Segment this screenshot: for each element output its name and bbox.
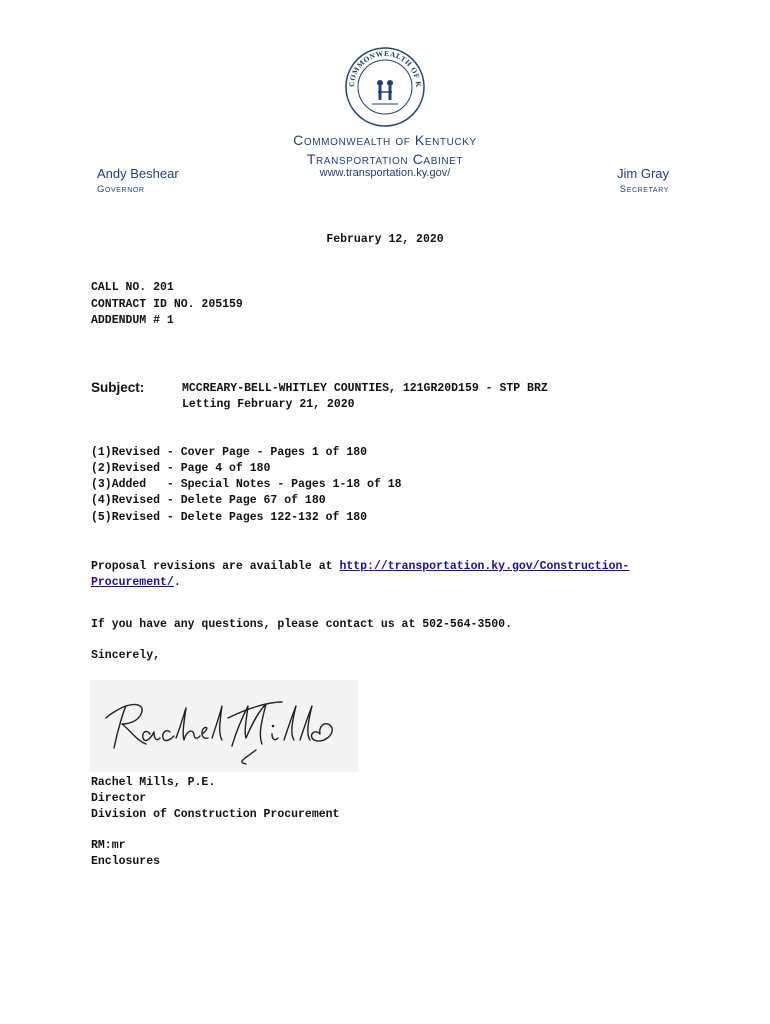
revision-item: (2)Revised - Page 4 of 180 — [91, 462, 271, 475]
addendum-number: ADDENDUM # 1 — [91, 314, 174, 327]
state-seal — [344, 46, 426, 128]
signatory-division: Division of Construction Procurement — [91, 808, 340, 821]
closing: Sincerely, — [91, 649, 161, 662]
subject-line-1: MCCREARY-BELL-WHITLEY COUNTIES, 121GR20D159 - STP BRZ — [182, 382, 548, 395]
seal-text: COMMONWEALTH OF K — [346, 48, 424, 89]
agency-url[interactable]: www.transportation.ky.gov/ — [319, 167, 451, 179]
revision-item: (4)Revised - Delete Page 67 of 180 — [91, 494, 326, 507]
proposal-paragraph — [91, 559, 691, 591]
governor-title: Governor — [97, 184, 145, 195]
revision-item: (5)Revised - Delete Pages 122-132 of 180 — [91, 511, 368, 524]
agency-line-2: Transportation Cabinet — [306, 151, 464, 167]
initials: RM:mr — [91, 839, 126, 852]
letter-date: February 12, 2020 — [326, 233, 444, 246]
proposal-link[interactable]: http://transportation.ky.gov/Construction-Procurement/ — [91, 560, 630, 589]
contract-id: CONTRACT ID NO. 205159 — [91, 298, 243, 311]
agency-line-1: Commonwealth of Kentucky — [293, 132, 477, 148]
subject-line-2: Letting February 21, 2020 — [182, 398, 355, 411]
handwritten-signature — [96, 688, 352, 768]
agency-name — [0, 131, 770, 169]
proposal-end: . — [173, 576, 181, 589]
secretary-title: Secretary — [619, 184, 669, 195]
call-number: CALL NO. 201 — [91, 281, 174, 294]
enclosures: Enclosures — [91, 855, 161, 868]
signatory-name: Rachel Mills, P.E. — [91, 776, 216, 789]
secretary-name: Jim Gray — [617, 166, 669, 181]
governor-name: Andy Beshear — [97, 166, 179, 181]
signatory-title: Director — [91, 792, 147, 805]
subject-label: Subject: — [91, 380, 145, 395]
questions-line: If you have any questions, please contact us at 502-564-3500. — [91, 618, 512, 631]
revision-item: (3)Added - Special Notes - Pages 1-18 of 18 — [91, 478, 402, 491]
proposal-text: Proposal revisions are available at — [91, 560, 340, 573]
revision-item: (1)Revised - Cover Page - Pages 1 of 180 — [91, 446, 368, 459]
